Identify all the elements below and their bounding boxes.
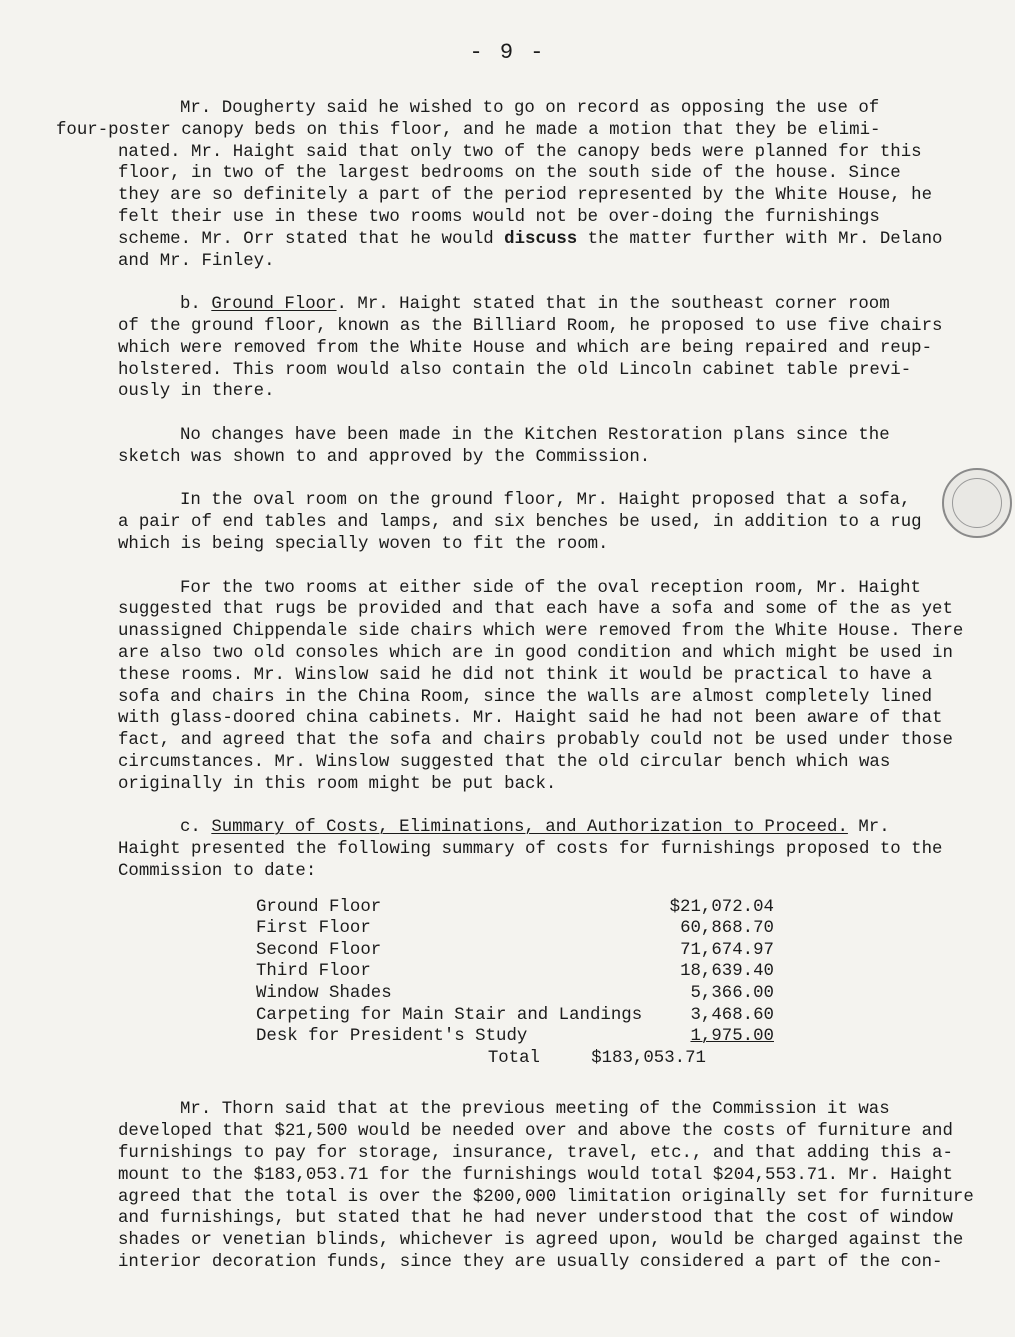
cost-row	[118, 983, 958, 1005]
text-line: Haight presented the following summary of costs for furnishings proposed to the	[118, 840, 943, 860]
cost-amount: 1,975.00	[690, 1027, 774, 1047]
item-letter: b.	[180, 295, 212, 315]
cost-total-row	[118, 1048, 958, 1070]
text-line: ously in there.	[118, 382, 275, 402]
cost-label: Window Shades	[256, 984, 392, 1004]
text-line: agreed that the total is over the $200,000 limitation originally set for furniture	[118, 1187, 974, 1207]
cost-amount: 18,639.40	[680, 962, 774, 982]
cost-amount: 71,674.97	[680, 940, 774, 960]
text-line: floor, in two of the largest bedrooms on the south side of the house. Since	[118, 164, 901, 184]
text-line: and Mr. Finley.	[118, 251, 275, 271]
cost-amount: $21,072.04	[669, 897, 774, 917]
text-line: originally in this room might be put back.	[118, 774, 557, 794]
text-line: with glass-doored china cabinets. Mr. Haight said he had not been aware of that	[118, 709, 943, 729]
cost-label: Third Floor	[256, 962, 371, 982]
text-line: furnishings to pay for storage, insurance, travel, etc., and that adding this a-	[118, 1144, 953, 1164]
text-line: sofa and chairs in the China Room, since the walls are almost completely lined	[118, 687, 933, 707]
stamp-inner-ring	[952, 478, 1002, 528]
text-line: four-poster canopy beds on this floor, and he made a motion that they be elimi-	[56, 120, 881, 140]
library-stamp-icon	[942, 468, 1012, 538]
bold-word: discuss	[504, 229, 578, 249]
cost-row	[118, 961, 958, 983]
text-line: For the two rooms at either side of the oval reception room, Mr. Haight	[180, 578, 921, 598]
paragraph-thorn	[118, 1099, 974, 1273]
text-line: shades or venetian blinds, whichever is agreed upon, would be charged against the	[118, 1231, 964, 1251]
text-line: No changes have been made in the Kitchen Restoration plans since the	[180, 425, 890, 445]
text-line: Commission to date:	[118, 861, 317, 881]
paragraph-side-rooms	[118, 578, 964, 796]
text-line: fact, and agreed that the sofa and chairs probably could not be used under those	[118, 731, 953, 751]
text-line: are also two old consoles which are in good condition and which might be used in	[118, 643, 953, 663]
cost-row	[118, 1026, 958, 1048]
text-line: In the oval room on the ground floor, Mr. Haight proposed that a sofa,	[180, 491, 911, 511]
document-body	[56, 98, 974, 1296]
cost-row	[118, 918, 958, 940]
text-fragment: scheme. Mr. Orr stated that he would	[118, 229, 505, 249]
paragraph-summary-of-costs	[118, 817, 958, 882]
text-fragment: the matter further with Mr. Delano	[577, 229, 943, 249]
text-line	[118, 817, 958, 839]
paragraph-ground-floor	[118, 294, 958, 403]
text-line: circumstances. Mr. Winslow suggested that the old circular bench which was	[118, 752, 891, 772]
text-line: which is being specially woven to fit the room.	[118, 534, 609, 554]
text-fragment: . Mr. Haight stated that in the southeast corner room	[336, 295, 890, 315]
text-line: a pair of end tables and lamps, and six benches be used, in addition to a rug	[118, 513, 922, 533]
total-label: Total	[487, 1048, 540, 1068]
paragraph-kitchen	[118, 425, 958, 469]
text-line: unassigned Chippendale side chairs which were removed from the White House. There	[118, 622, 964, 642]
text-line: they are so definitely a part of the period represented by the White House, he	[118, 186, 933, 206]
cost-label: Carpeting for Main Stair and Landings	[256, 1005, 643, 1025]
page-number: - 9 -	[469, 40, 546, 65]
section-heading-ground-floor: Ground Floor	[211, 295, 337, 315]
text-line: Mr. Dougherty said he wished to go on record as opposing the use of	[180, 99, 880, 118]
text-line: interior decoration funds, since they are usually considered a part of the con-	[118, 1253, 943, 1273]
text-line	[118, 294, 958, 316]
text-line: developed that $21,500 would be needed over and above the costs of furniture and	[118, 1122, 953, 1142]
text-line: which were removed from the White House and which are being repaired and reup-	[118, 338, 933, 358]
text-line: holstered. This room would also contain the old Lincoln cabinet table previ-	[118, 360, 912, 380]
cost-label: Second Floor	[256, 940, 382, 960]
cost-label: Desk for President's Study	[256, 1027, 528, 1047]
cost-amount: 5,366.00	[690, 984, 774, 1004]
cost-label: First Floor	[256, 919, 371, 939]
text-line: felt their use in these two rooms would not be over-doing the furnishings	[118, 207, 880, 227]
text-line: of the ground floor, known as the Billiard Room, he proposed to use five chairs	[118, 316, 943, 336]
text-line	[56, 229, 958, 251]
cost-amount: 3,468.60	[690, 1005, 774, 1025]
cost-row	[118, 897, 958, 919]
text-line: nated. Mr. Haight said that only two of the canopy beds were planned for this	[118, 142, 922, 162]
paragraph-canopy-beds	[56, 98, 958, 272]
cost-label: Ground Floor	[256, 897, 382, 917]
total-amount: $183,053.71	[591, 1048, 706, 1068]
text-line: these rooms. Mr. Winslow said he did not think it would be practical to have a	[118, 665, 933, 685]
text-line: and furnishings, but stated that he had never understood that the cost of window	[118, 1209, 953, 1229]
text-line: Mr. Thorn said that at the previous meeting of the Commission it was	[180, 1100, 890, 1120]
cost-summary-table	[118, 897, 958, 1070]
text-fragment: Mr.	[847, 818, 890, 838]
cost-amount: 60,868.70	[680, 919, 774, 939]
section-heading-summary: Summary of Costs, Eliminations, and Authorization to Proceed.	[211, 818, 848, 838]
text-line: suggested that rugs be provided and that each have a sofa and some of the as yet	[118, 600, 953, 620]
text-line: sketch was shown to and approved by the Commission.	[118, 447, 651, 467]
cost-row	[118, 940, 958, 962]
text-line: mount to the $183,053.71 for the furnishings would total $204,553.71. Mr. Haight	[118, 1165, 953, 1185]
paragraph-oval-room	[118, 490, 958, 555]
item-letter: c.	[180, 818, 212, 838]
cost-row	[118, 1005, 958, 1027]
